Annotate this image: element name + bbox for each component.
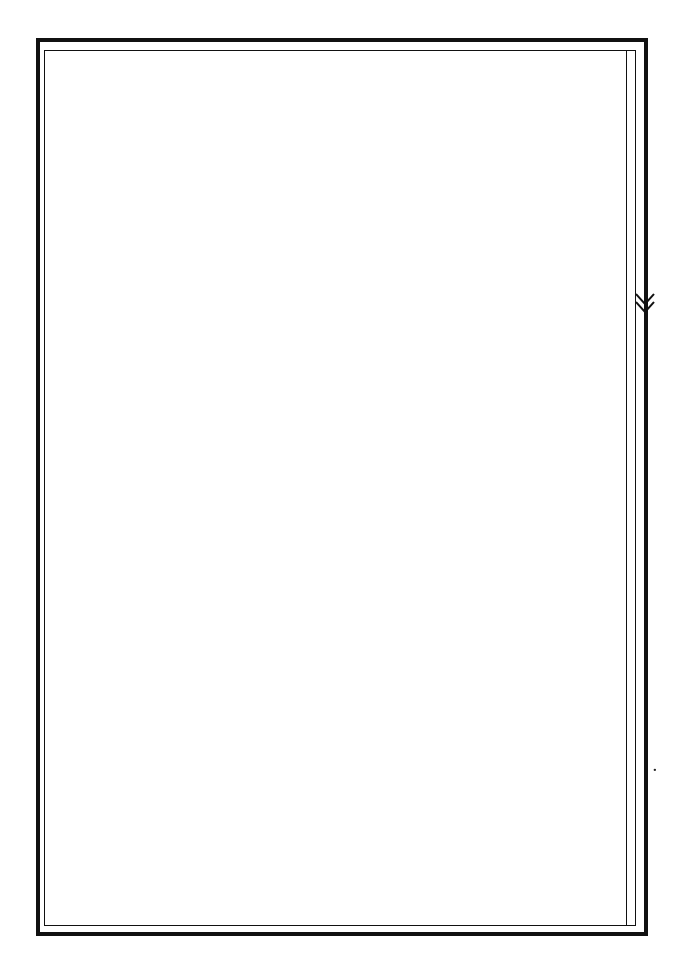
fishtail-mark-icon (634, 290, 656, 320)
fold-margin (626, 50, 639, 926)
page-inner-border (44, 50, 636, 926)
edge-mark: · (652, 760, 658, 781)
